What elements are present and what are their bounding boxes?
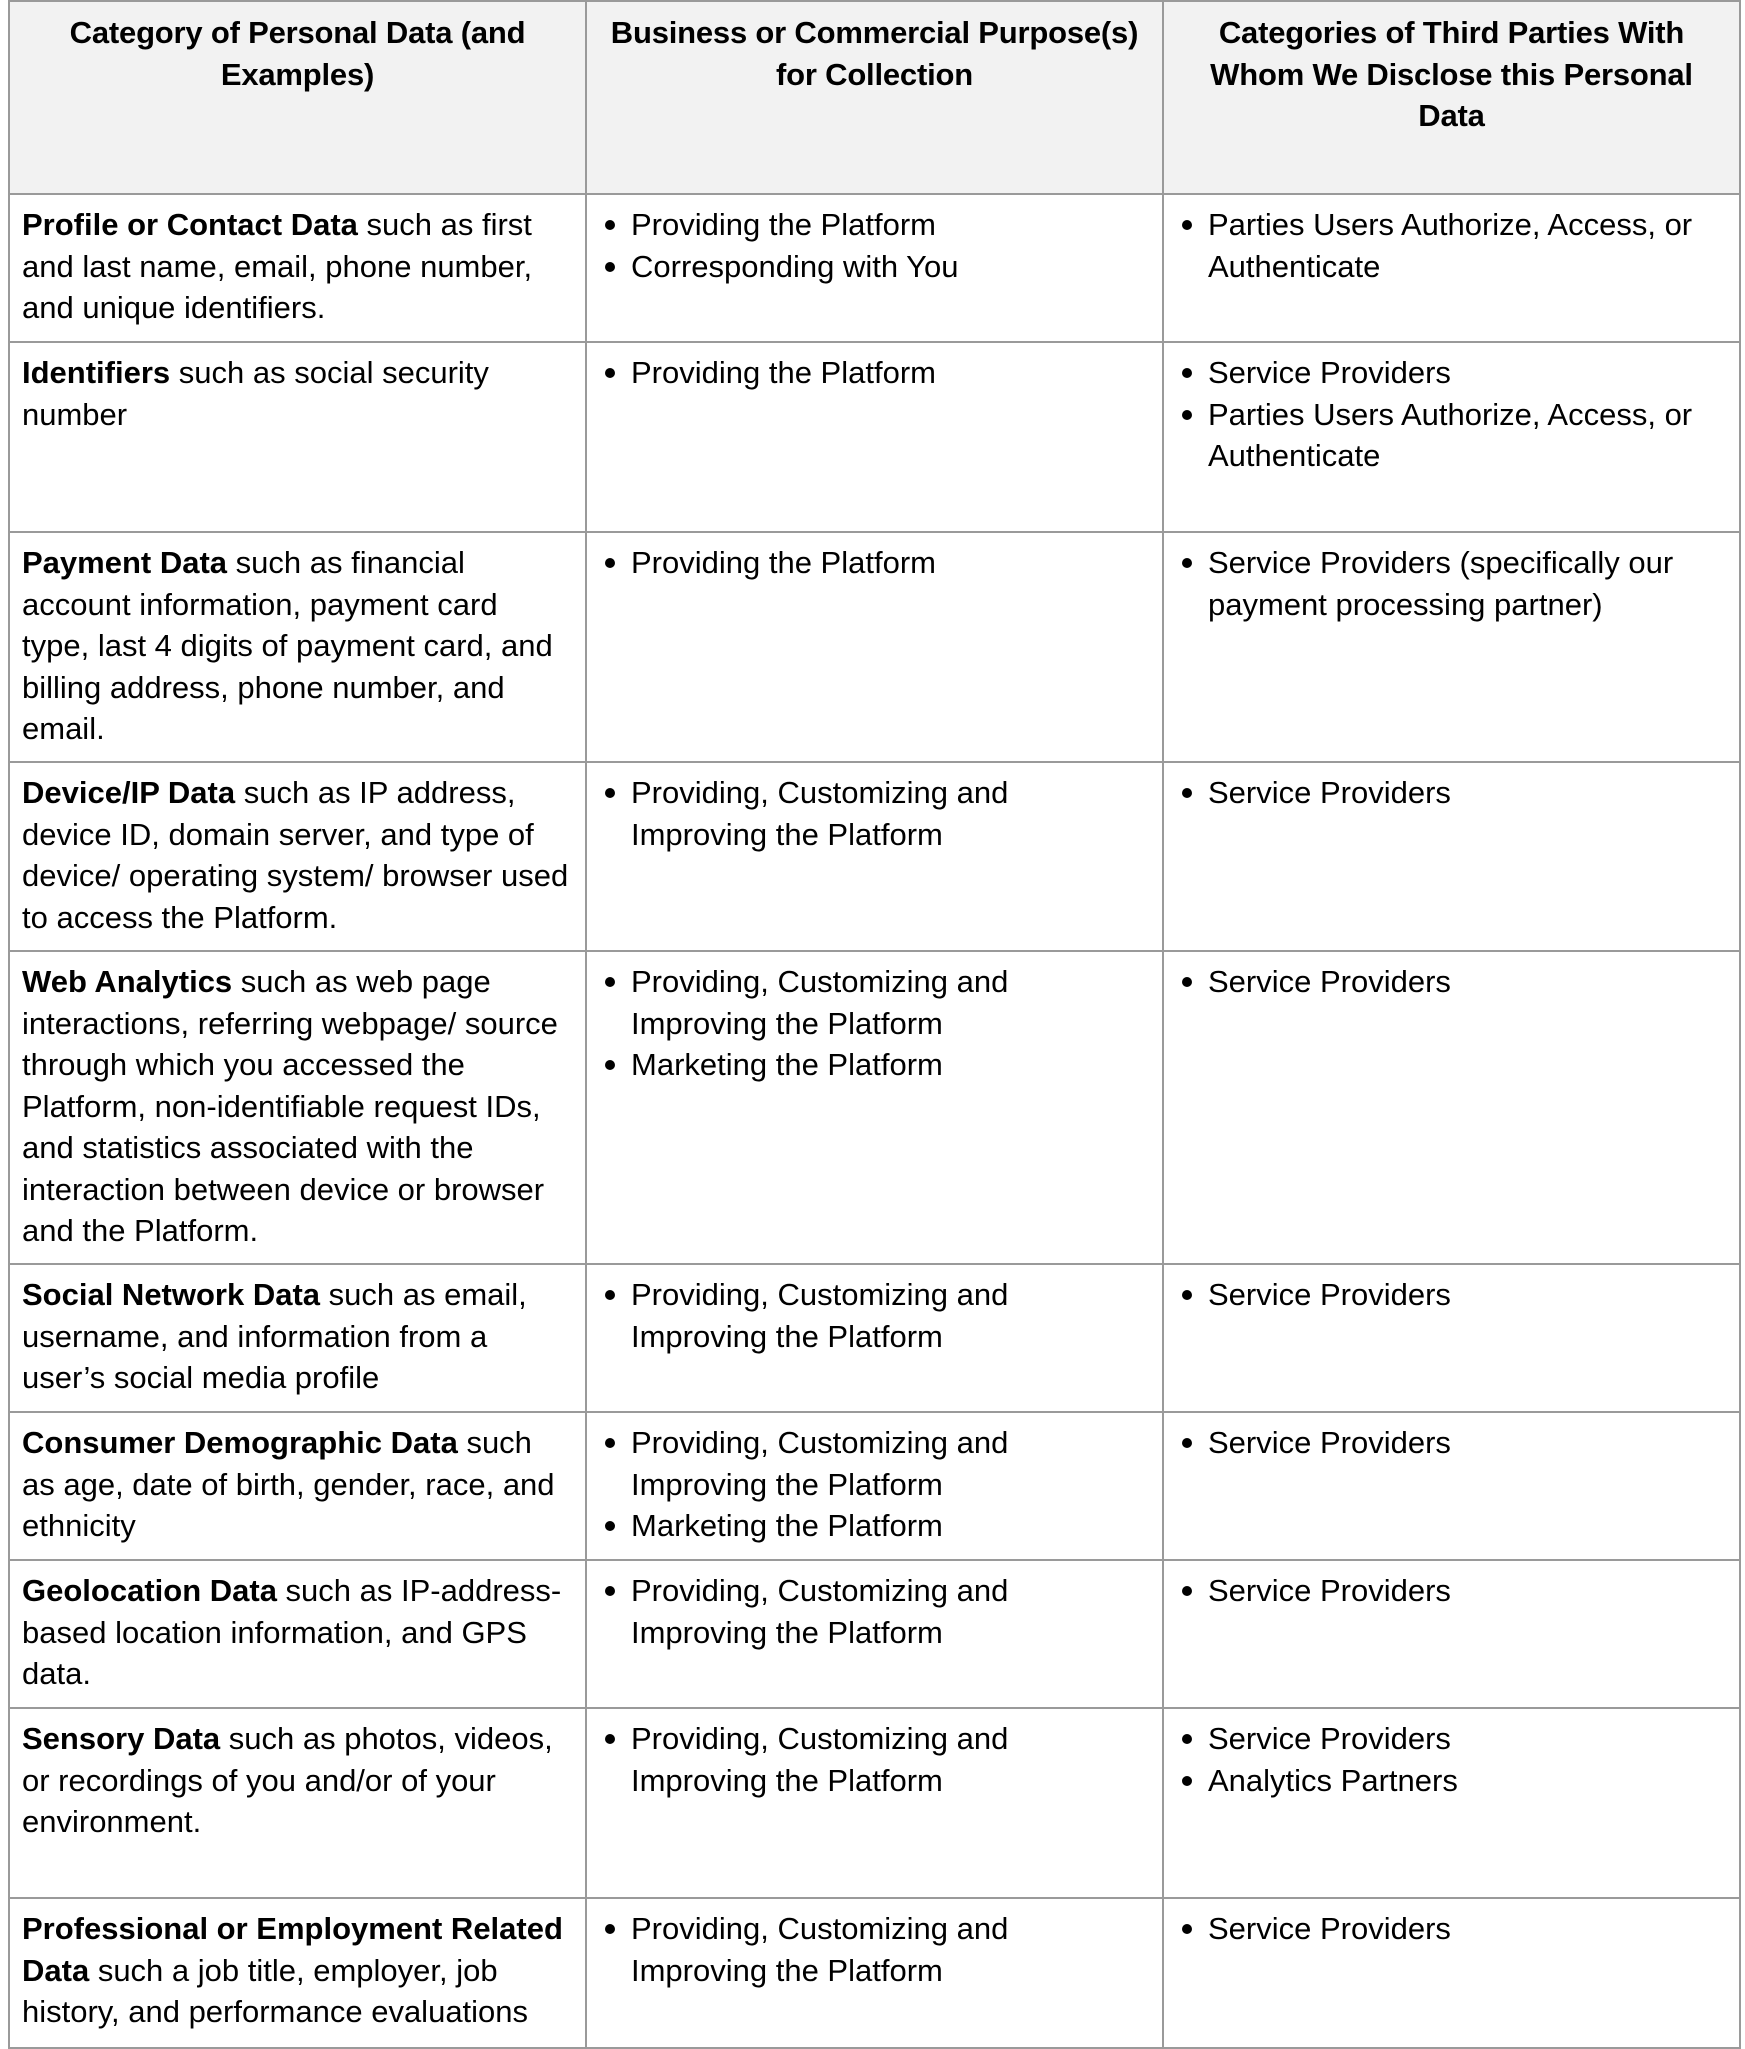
category-cell bbox=[9, 1264, 586, 1412]
category-examples: such as web page interactions, referring webpage/ source through which you accessed the Platform, non-identifiable request IDs, and statistics associated with the interaction between device or browser and the Platform. bbox=[22, 964, 558, 1248]
category-name: Payment Data bbox=[22, 545, 228, 580]
category-examples: such as age, date of birth, gender, race, and ethnicity bbox=[22, 1425, 555, 1543]
list-item: Service Providers bbox=[1176, 1908, 1725, 1950]
category-name: Web Analytics bbox=[22, 964, 233, 999]
category-cell bbox=[9, 762, 586, 951]
category-cell bbox=[9, 532, 586, 762]
third-party-list bbox=[1176, 1570, 1725, 1612]
list-item: Providing, Customizing and Improving the Platform bbox=[599, 1422, 1148, 1505]
table-header-row bbox=[9, 1, 1740, 194]
header-third-parties: Categories of Third Parties With Whom We Disclose this Personal Data bbox=[1163, 1, 1740, 194]
list-item: Providing the Platform bbox=[599, 204, 1148, 246]
list-item: Providing, Customizing and Improving the Platform bbox=[599, 1274, 1148, 1357]
list-item: Parties Users Authorize, Access, or Authenticate bbox=[1176, 204, 1725, 287]
category-cell bbox=[9, 194, 586, 342]
list-item: Providing, Customizing and Improving the Platform bbox=[599, 961, 1148, 1044]
third-party-cell bbox=[1163, 1898, 1740, 2048]
third-party-cell bbox=[1163, 1708, 1740, 1898]
third-party-cell bbox=[1163, 194, 1740, 342]
list-item: Service Providers bbox=[1176, 772, 1725, 814]
purpose-list bbox=[599, 1570, 1148, 1653]
table-row bbox=[9, 532, 1740, 762]
category-cell bbox=[9, 1412, 586, 1560]
list-item: Marketing the Platform bbox=[599, 1505, 1148, 1547]
third-party-cell bbox=[1163, 1560, 1740, 1708]
third-party-list bbox=[1176, 1908, 1725, 1950]
category-examples: such as social security number bbox=[22, 355, 489, 432]
table-row bbox=[9, 951, 1740, 1264]
third-party-cell bbox=[1163, 532, 1740, 762]
purpose-list bbox=[599, 1718, 1148, 1801]
list-item: Service Providers bbox=[1176, 1422, 1725, 1464]
list-item: Service Providers bbox=[1176, 1274, 1725, 1316]
purpose-list bbox=[599, 1274, 1148, 1357]
purpose-cell bbox=[586, 1264, 1163, 1412]
purpose-list bbox=[599, 204, 1148, 287]
category-cell bbox=[9, 342, 586, 532]
purpose-cell bbox=[586, 532, 1163, 762]
purpose-cell bbox=[586, 762, 1163, 951]
category-name: Identifiers bbox=[22, 355, 171, 390]
purpose-cell bbox=[586, 1898, 1163, 2048]
category-examples: such as financial account information, payment card type, last 4 digits of payment card, and billing address, phone number, and email. bbox=[22, 545, 553, 746]
category-name: Sensory Data bbox=[22, 1721, 221, 1756]
category-clip bbox=[22, 1908, 571, 2033]
third-party-list bbox=[1176, 542, 1725, 625]
category-name: Profile or Contact Data bbox=[22, 207, 358, 242]
table-row bbox=[9, 1708, 1740, 1898]
table-row bbox=[9, 1560, 1740, 1708]
header-category: Category of Personal Data (and Examples) bbox=[9, 1, 586, 194]
purpose-list bbox=[599, 352, 1148, 394]
purpose-cell bbox=[586, 1412, 1163, 1560]
third-party-cell bbox=[1163, 1412, 1740, 1560]
list-item: Providing the Platform bbox=[599, 352, 1148, 394]
list-item: Service Providers (specifically our payment processing partner) bbox=[1176, 542, 1725, 625]
purpose-cell bbox=[586, 1560, 1163, 1708]
third-party-cell bbox=[1163, 1264, 1740, 1412]
category-name: Social Network Data bbox=[22, 1277, 321, 1312]
list-item: Service Providers bbox=[1176, 961, 1725, 1003]
category-examples: such as IP address, device ID, domain server, and type of device/ operating system/ browser used to access the Platform. bbox=[22, 775, 569, 935]
category-examples: such a job title, employer, job history, and performance evaluations bbox=[22, 1952, 529, 2029]
third-party-list bbox=[1176, 1274, 1725, 1316]
third-party-list bbox=[1176, 1422, 1725, 1464]
category-name: Professional or Employment Related Data bbox=[22, 1911, 563, 1988]
third-party-cell bbox=[1163, 762, 1740, 951]
category-cell bbox=[9, 1708, 586, 1898]
table-row bbox=[9, 1264, 1740, 1412]
third-party-list bbox=[1176, 204, 1725, 287]
list-item: Providing, Customizing and Improving the Platform bbox=[599, 1718, 1148, 1801]
table-row bbox=[9, 1412, 1740, 1560]
list-item: Providing the Platform bbox=[599, 542, 1148, 584]
list-item: Providing, Customizing and Improving the Platform bbox=[599, 1908, 1148, 1991]
list-item: Corresponding with You bbox=[599, 246, 1148, 288]
category-cell bbox=[9, 951, 586, 1264]
third-party-list bbox=[1176, 352, 1725, 477]
category-name: Device/IP Data bbox=[22, 775, 236, 810]
purpose-cell bbox=[586, 194, 1163, 342]
personal-data-table bbox=[8, 0, 1741, 2049]
purpose-cell bbox=[586, 342, 1163, 532]
third-party-list bbox=[1176, 961, 1725, 1003]
list-item: Parties Users Authorize, Access, or Authenticate bbox=[1176, 394, 1725, 477]
category-examples: such as first and last name, email, phone number, and unique identifiers. bbox=[22, 207, 533, 325]
list-item: Analytics Partners bbox=[1176, 1760, 1725, 1802]
list-item: Service Providers bbox=[1176, 1718, 1725, 1760]
category-cell bbox=[9, 1560, 586, 1708]
category-name: Geolocation Data bbox=[22, 1573, 277, 1608]
purpose-cell bbox=[586, 951, 1163, 1264]
third-party-list bbox=[1176, 772, 1725, 814]
list-item: Service Providers bbox=[1176, 1570, 1725, 1612]
list-item: Providing, Customizing and Improving the Platform bbox=[599, 1570, 1148, 1653]
list-item: Marketing the Platform bbox=[599, 1044, 1148, 1086]
purpose-list bbox=[599, 772, 1148, 855]
list-item: Providing, Customizing and Improving the Platform bbox=[599, 772, 1148, 855]
purpose-list bbox=[599, 961, 1148, 1086]
purpose-cell bbox=[586, 1708, 1163, 1898]
category-cell bbox=[9, 1898, 586, 2048]
third-party-cell bbox=[1163, 951, 1740, 1264]
table-row bbox=[9, 342, 1740, 532]
purpose-list bbox=[599, 1908, 1148, 1991]
header-purpose: Business or Commercial Purpose(s) for Collection bbox=[586, 1, 1163, 194]
category-examples: such as IP-address-based location information, and GPS data. bbox=[22, 1573, 562, 1691]
table-row bbox=[9, 1898, 1740, 2048]
purpose-list bbox=[599, 1422, 1148, 1547]
category-examples: such as email, username, and information from a user’s social media profile bbox=[22, 1277, 527, 1395]
table-row bbox=[9, 194, 1740, 342]
table-row bbox=[9, 762, 1740, 951]
third-party-list bbox=[1176, 1718, 1725, 1801]
third-party-cell bbox=[1163, 342, 1740, 532]
purpose-list bbox=[599, 542, 1148, 584]
category-name: Consumer Demographic Data bbox=[22, 1425, 458, 1460]
list-item: Service Providers bbox=[1176, 352, 1725, 394]
category-examples: such as photos, videos, or recordings of you and/or of your environment. bbox=[22, 1721, 553, 1839]
